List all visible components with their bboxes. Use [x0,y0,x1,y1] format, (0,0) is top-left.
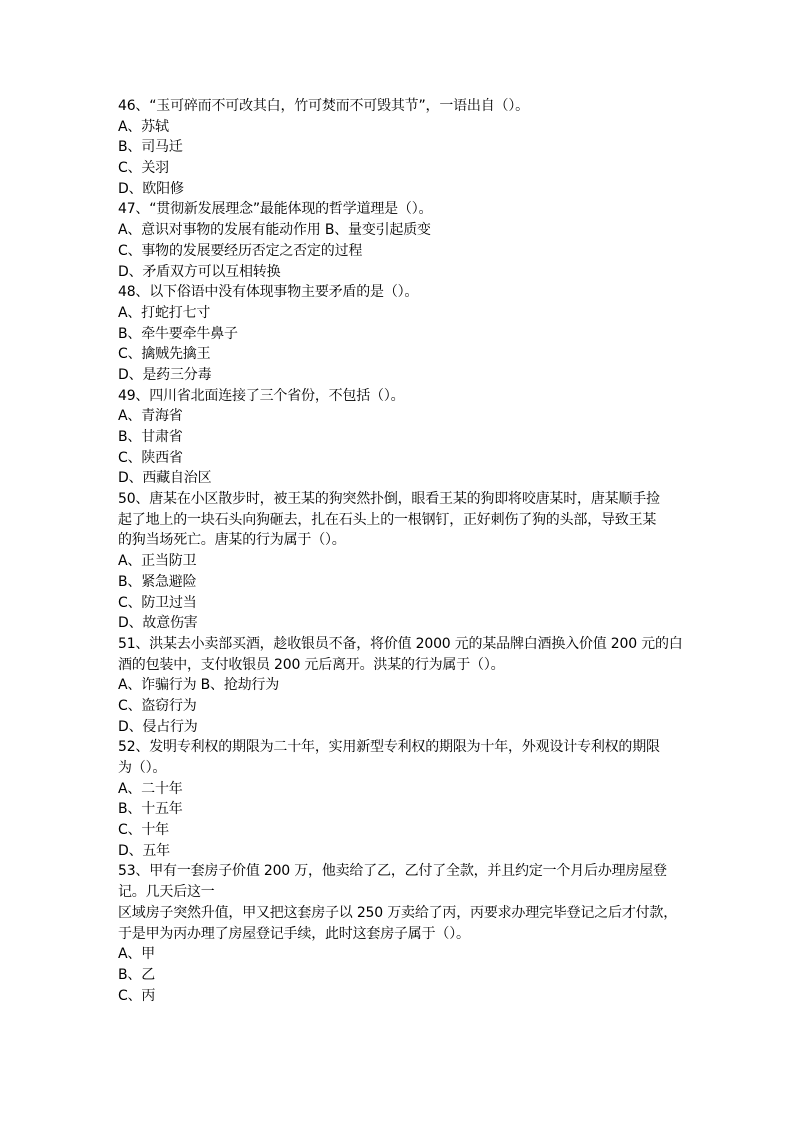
question-line: 52、发明专利权的期限为二十年，实用新型专利权的期限为十年，外观设计专利权的期限 [118,739,660,756]
text-line: 为（）。 [118,760,167,776]
option-line: A、苏轼 [118,118,169,135]
option-line: D、西藏自治区 [118,470,212,487]
option-line: B、司马迁 [118,139,183,156]
option-line: D、侵占行为 [118,718,198,735]
text-line: 酒的包装中，支付收银员 200 元后离开。洪某的行为属于（）。 [118,656,505,673]
text-line: 记。几天后这一 [118,884,215,901]
option-line: D、欧阳修 [118,180,184,197]
option-line: C、十年 [118,822,169,839]
option-line: B、紧急避险 [118,573,197,590]
option-line: D、矛盾双方可以互相转换 [118,263,281,280]
text-line: 起了地上的一块石头向狗砸去，扎在石头上的一根钢钉，正好刺伤了狗的头部，导致王某 [118,511,657,528]
text-line: 的狗当场死亡。唐某的行为属于（）。 [118,532,346,549]
question-line: 53、甲有一套房子价值 200 万，他卖给了乙，乙付了全款，并且约定一个月后办理房屋登 [118,863,667,880]
option-line: A、诈骗行为 B、抢劫行为 [118,677,280,694]
option-line: A、甲 [118,946,155,963]
option-line: C、陕西省 [118,449,183,466]
option-line: A、二十年 [118,780,183,797]
option-line: C、防卫过当 [118,594,197,611]
option-line: B、十五年 [118,801,183,818]
option-line: C、丙 [118,987,156,1004]
document-body [118,96,688,1006]
option-line: C、事物的发展要经历否定之否定的过程 [118,242,363,259]
text-line: 区域房子突然升值，甲又把这套房子以 250 万卖给了丙，丙要求办理完毕登记之后才付款， [118,904,678,921]
option-line: D、五年 [118,842,170,859]
option-line: C、关羽 [118,160,169,177]
option-line: C、擒贼先擒王 [118,346,211,363]
question-line: 46、“玉可碎而不可改其白，竹可焚而不可毁其节”，一语出自（）。 [118,98,529,114]
text-line: 于是甲为丙办理了房屋登记手续，此时这套房子属于（）。 [118,925,470,942]
option-line: D、是药三分毒 [118,366,212,383]
question-line: 48、以下俗语中没有体现事物主要矛盾的是（）。 [118,284,419,301]
question-line: 47、“贯彻新发展理念”最能体现的哲学道理是（）。 [118,201,433,218]
question-line: 51、洪某去小卖部买酒，趁收银员不备，将价值 2000 元的某品牌白酒换入价值 200 元的白 [118,635,683,652]
option-line: D、故意伤害 [118,615,198,632]
option-line: A、意识对事物的发展有能动作用 B、量变引起质变 [118,222,431,239]
question-line: 50、唐某在小区散步时，被王某的狗突然扑倒，眼看王某的狗即将咬唐某时，唐某顺手捡 [118,491,660,508]
option-line: C、盗窃行为 [118,697,197,714]
option-line: A、正当防卫 [118,553,197,570]
question-line: 49、四川省北面连接了三个省份，不包括（）。 [118,387,405,404]
option-line: A、打蛇打七寸 [118,304,211,321]
option-line: B、甘肃省 [118,429,183,445]
option-line: A、青海省 [118,408,183,425]
option-line: B、乙 [118,966,156,983]
option-line: B、牵牛要牵牛鼻子 [118,325,238,342]
